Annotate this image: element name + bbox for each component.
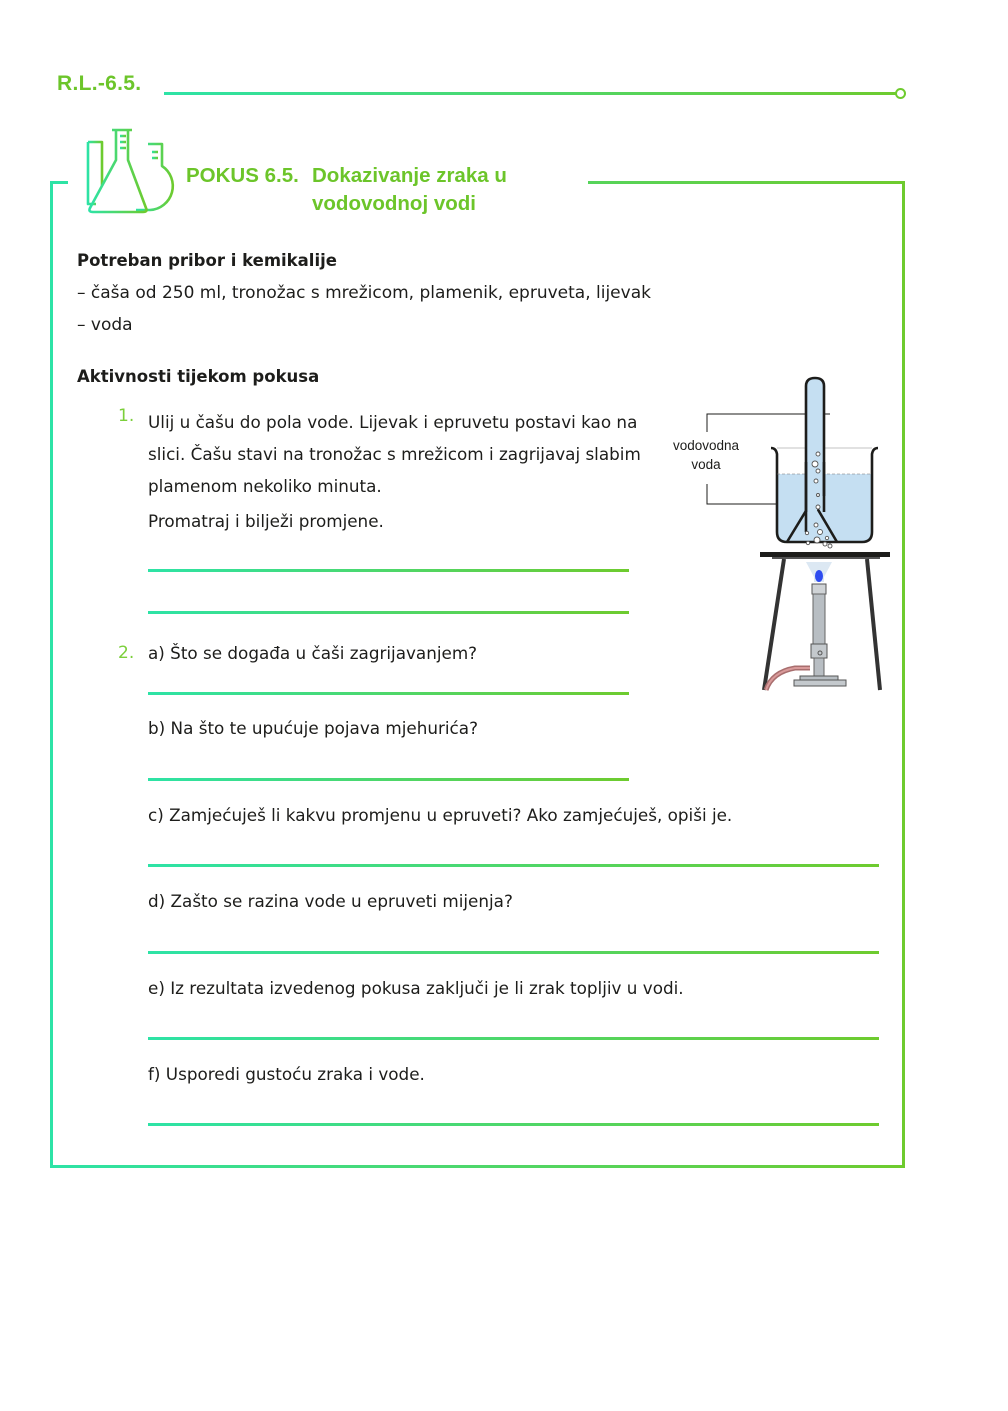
activities-heading: Aktivnosti tijekom pokusa <box>77 367 320 386</box>
task1-instruction: Promatraj i bilježi promjene. <box>148 511 384 531</box>
task-number: 2. <box>118 643 135 663</box>
experiment-number: POKUS 6.5. <box>186 164 299 187</box>
question-c: c) Zamjećuješ li kakvu promjenu u epruveti? Ako zamjećuješ, opiši je. <box>148 805 733 825</box>
answer-line[interactable] <box>148 1037 879 1040</box>
task-number: 1. <box>118 406 135 426</box>
question-f: f) Usporedi gustoću zraka i vode. <box>148 1064 425 1084</box>
answer-line[interactable] <box>148 1123 879 1126</box>
flame-icon <box>815 570 823 582</box>
header-rule <box>164 92 898 95</box>
question-d: d) Zašto se razina vode u epruveti mijenja? <box>148 891 513 911</box>
figure-label-line1: vodovodna <box>672 438 740 453</box>
answer-line[interactable] <box>148 864 879 867</box>
materials-item: – voda <box>77 315 133 335</box>
question-a: a) Što se događa u čaši zagrijavanjem? <box>148 643 478 663</box>
answer-line[interactable] <box>148 611 629 614</box>
tripod-gauze <box>760 552 890 557</box>
lab-flasks-icon <box>80 126 176 216</box>
answer-line[interactable] <box>148 692 629 695</box>
experiment-title <box>186 162 507 218</box>
question-b: b) Na što te upućuje pojava mjehurića? <box>148 718 478 738</box>
materials-item: – čaša od 250 ml, tronožac s mrežicom, plamenik, epruveta, lijevak <box>77 283 651 303</box>
bunsen-burner <box>794 584 846 686</box>
experiment-apparatus-figure <box>660 372 900 697</box>
answer-line[interactable] <box>148 778 629 781</box>
question-e: e) Iz rezultata izvedenog pokusa zaključi je li zrak topljiv u vodi. <box>148 978 684 998</box>
materials-heading: Potreban pribor i kemikalije <box>77 251 337 270</box>
answer-line[interactable] <box>148 569 629 572</box>
experiment-title-line1: Dokazivanje zraka u <box>312 164 507 187</box>
header-rule-end-dot <box>895 88 906 99</box>
experiment-title-line2: vodovodnoj vodi <box>312 192 476 215</box>
answer-line[interactable] <box>148 951 879 954</box>
task1-text: Ulij u čašu do pola vode. Lijevak i epruvetu postavi kao na slici. Čašu stavi na tronožac s mrežicom i zagrijavaj slabim plamenom nekoliko minuta. <box>148 412 641 496</box>
figure-label-line2: voda <box>691 457 721 472</box>
worksheet-code: R.L.-6.5. <box>57 72 142 95</box>
